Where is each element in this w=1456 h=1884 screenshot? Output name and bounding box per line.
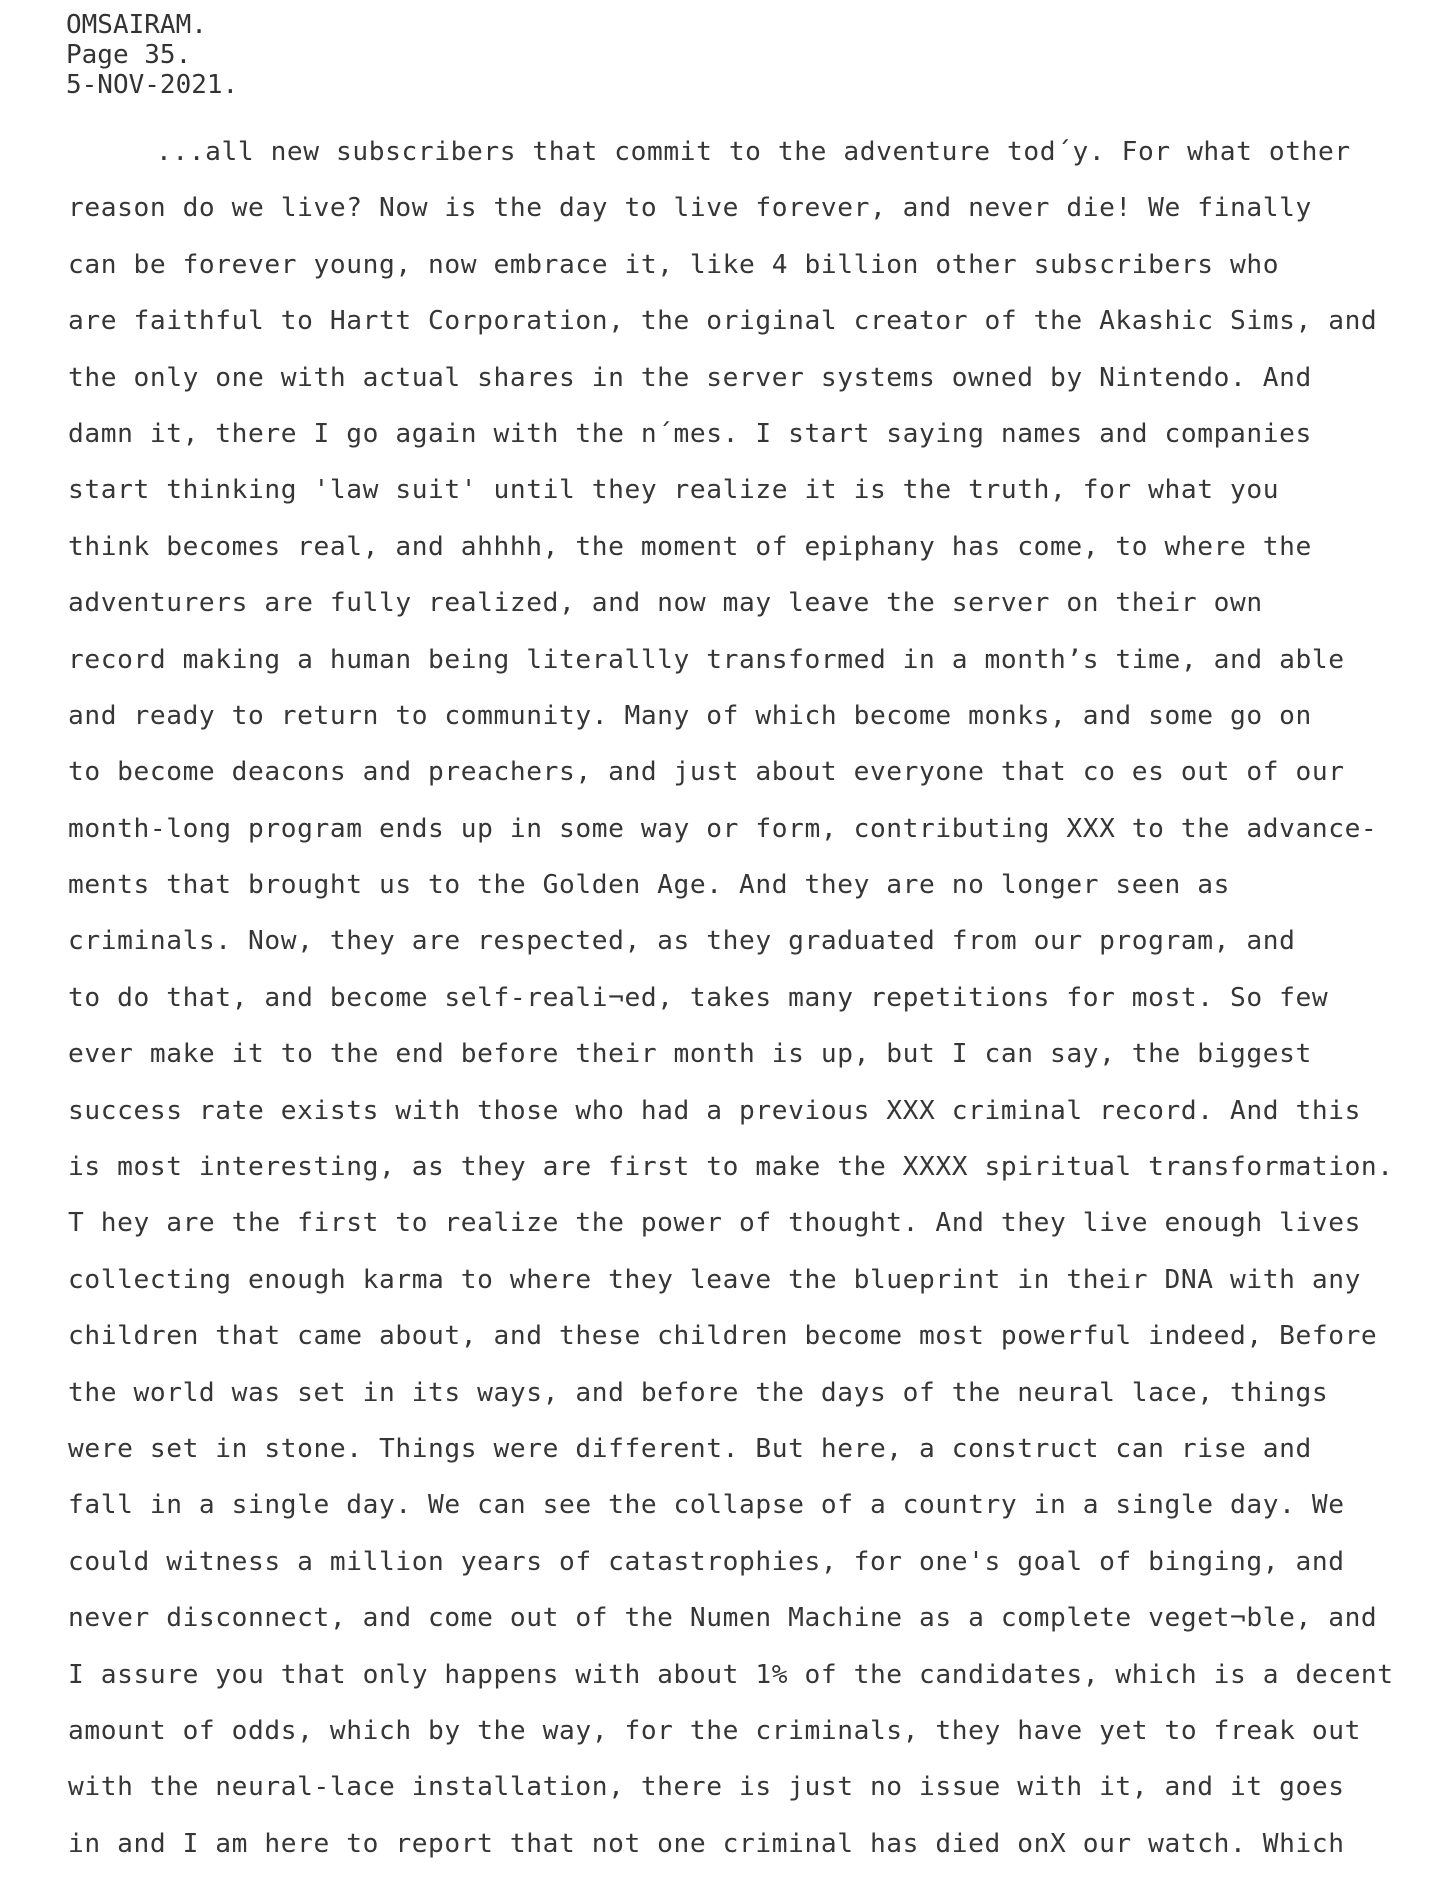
body-text xyxy=(68,124,1448,1872)
text-line: I assure you that only happens with about 1% of the candidates, which is a decent xyxy=(68,1659,1394,1690)
text-line: damn it, there I go again with the n´mes. I start saying names and companies xyxy=(68,418,1312,449)
text-line: ...all new subscribers that commit to the adventure tod´y. For what other xyxy=(156,137,1351,167)
text-line: ever make it to the end before their month is up, but I can say, the biggest xyxy=(68,1039,1312,1070)
text-line: collecting enough karma to where they leave the blueprint in their DNA with any xyxy=(68,1264,1361,1295)
text-line: fall in a single day. We can see the collapse of a country in a single day. We xyxy=(68,1490,1345,1521)
page-header xyxy=(66,10,238,100)
text-line: amount of odds, which by the way, for the criminals, they have yet to freak out xyxy=(68,1715,1361,1746)
text-line: record making a human being literallly transformed in a month’s time, and able xyxy=(68,644,1345,675)
text-line: criminals. Now, they are respected, as they graduated from our program, and xyxy=(68,926,1296,957)
text-line: and ready to return to community. Many of which become monks, and some go on xyxy=(68,700,1312,731)
text-line: ments that brought us to the Golden Age. And they are no longer seen as xyxy=(68,870,1230,901)
text-line: the only one with actual shares in the server systems owned by Nintendo. And xyxy=(68,362,1312,393)
header-title: OMSAIRAM. xyxy=(66,10,207,40)
text-line: reason do we live? Now is the day to live forever, and never die! We finally xyxy=(68,193,1312,224)
header-page-number: Page 35. xyxy=(66,40,192,70)
text-line: could witness a million years of catastrophies, for one's goal of binging, and xyxy=(68,1546,1345,1577)
text-line: in and I am here to report that not one criminal has died onX our watch. Which xyxy=(68,1828,1345,1859)
text-line: are faithful to Hartt Corporation, the original creator of the Akashic Sims, and xyxy=(68,306,1378,337)
text-line: to do that, and become self-reali¬ed, takes many repetitions for most. So few xyxy=(68,982,1329,1013)
text-line: start thinking 'law suit' until they realize it is the truth, for what you xyxy=(68,475,1280,506)
header-date: 5-NOV-2021. xyxy=(66,70,239,100)
text-line: to become deacons and preachers, and just about everyone that co es out of our xyxy=(68,757,1345,788)
text-line: think becomes real, and ahhhh, the moment of epiphany has come, to where the xyxy=(68,531,1312,562)
text-line: with the neural-lace installation, there is just no issue with it, and it goes xyxy=(68,1772,1345,1803)
text-line: is most interesting, as they are first to make the XXXX spiritual transformation. xyxy=(68,1152,1394,1183)
text-line: never disconnect, and come out of the Numen Machine as a complete veget¬ble, and xyxy=(68,1603,1378,1634)
text-line: children that came about, and these children become most powerful indeed, Before xyxy=(68,1321,1378,1352)
text-line: adventurers are fully realized, and now may leave the server on their own xyxy=(68,588,1263,619)
text-line: T hey are the first to realize the power of thought. And they live enough lives xyxy=(68,1208,1361,1239)
text-line: were set in stone. Things were different. But here, a construct can rise and xyxy=(68,1433,1312,1464)
text-line: month-long program ends up in some way or form, contributing XXX to the advance- xyxy=(68,813,1378,844)
text-line: can be forever young, now embrace it, like 4 billion other subscribers who xyxy=(68,249,1280,280)
text-line: the world was set in its ways, and before the days of the neural lace, things xyxy=(68,1377,1329,1408)
text-line: success rate exists with those who had a previous XXX criminal record. And this xyxy=(68,1095,1361,1126)
